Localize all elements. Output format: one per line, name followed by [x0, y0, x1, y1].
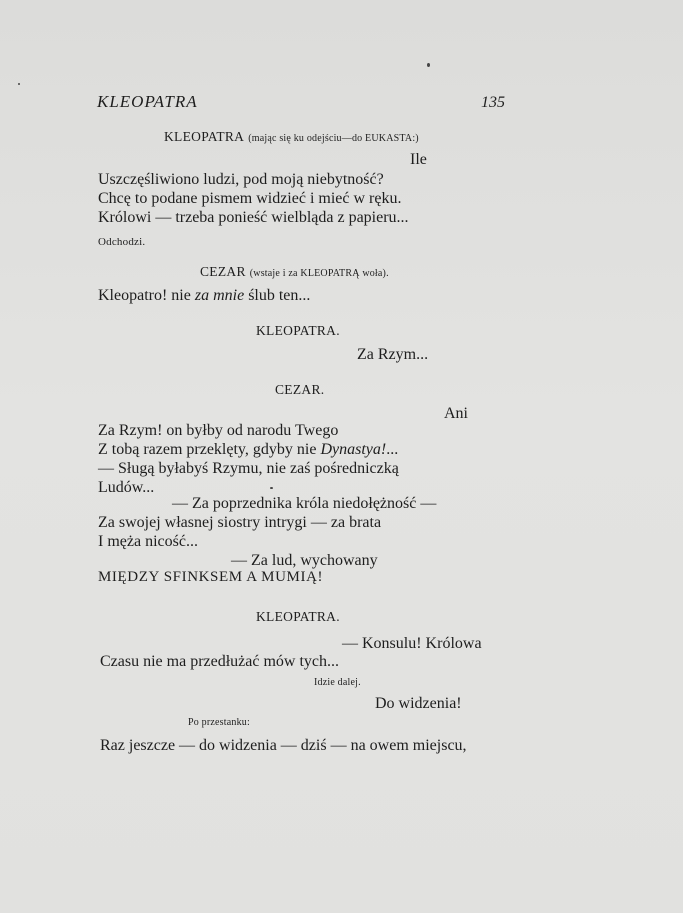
verse-line: Uszczęśliwiono ludzi, pod moją niebytność?: [98, 171, 384, 188]
verse-line: [98, 288, 310, 304]
stage-direction: Idzie dalej.: [314, 677, 361, 688]
verse-line: Raz jeszcze — do widzenia — dziś — na owem miejscu,: [100, 737, 467, 754]
speaker-heading: [200, 264, 389, 280]
page-number: 135: [481, 94, 505, 111]
stage-direction: (wstaje i za KLEOPATRĄ woła).: [249, 268, 389, 279]
verse-line: Za swojej własnej siostry intrygi — za brata: [98, 514, 382, 531]
verse-text: Z tobą razem przeklęty, gdyby nie: [98, 441, 321, 458]
verse-line: Chcę to podane pismem widzieć i mieć w ręku.: [98, 190, 402, 207]
verse-line: Ani: [444, 405, 468, 422]
verse-line: — Za lud, wychowany: [231, 552, 378, 569]
speaker-name: KLEOPATRA: [164, 129, 245, 144]
ink-speck: [270, 487, 273, 489]
ink-speck: [18, 83, 20, 85]
verse-text: ...: [386, 441, 399, 458]
verse-line: I męża nicość...: [98, 533, 198, 550]
verse-line: Za Rzym...: [357, 346, 429, 363]
speaker-name: CEZAR: [200, 264, 246, 279]
verse-line: — Konsulu! Królowa: [342, 635, 482, 652]
verse-line: Królowi — trzeba ponieść wielbląda z papieru...: [98, 209, 409, 226]
verse-text: Kleopatro! nie: [98, 287, 195, 304]
verse-line: MIĘDZY SFINKSEM A MUMIĄ!: [98, 569, 324, 585]
verse-line: Ludów...: [98, 479, 155, 496]
stage-direction: Po przestanku:: [188, 717, 250, 728]
running-title: KLEOPATRA: [97, 92, 198, 111]
ink-speck: [427, 63, 430, 67]
speaker-name: KLEOPATRA.: [256, 609, 340, 624]
verse-line: — Za poprzednika króla niedołężność —: [172, 495, 437, 512]
verse-emphasis: Dynastya!: [320, 441, 387, 458]
verse-line: Za Rzym! on byłby od narodu Twego: [98, 422, 339, 439]
verse-line: Czasu nie ma przedłużać mów tych...: [100, 653, 340, 670]
verse-text: ślub ten...: [244, 287, 311, 304]
verse-line: — Sługą byłabyś Rzymu, nie zaś pośredniczką: [98, 460, 399, 477]
verse-line: Do widzenia!: [375, 695, 462, 712]
speaker-heading: [164, 129, 419, 145]
verse-line: [98, 442, 398, 458]
verse-line: Ile: [410, 151, 427, 168]
stage-direction: (mając się ku odejściu—do EUKASTA:): [248, 133, 419, 144]
speaker-name: CEZAR.: [275, 382, 325, 397]
stage-direction: Odchodzi.: [98, 236, 146, 248]
verse-emphasis: za mnie: [194, 287, 245, 304]
speaker-name: KLEOPATRA.: [256, 323, 340, 338]
